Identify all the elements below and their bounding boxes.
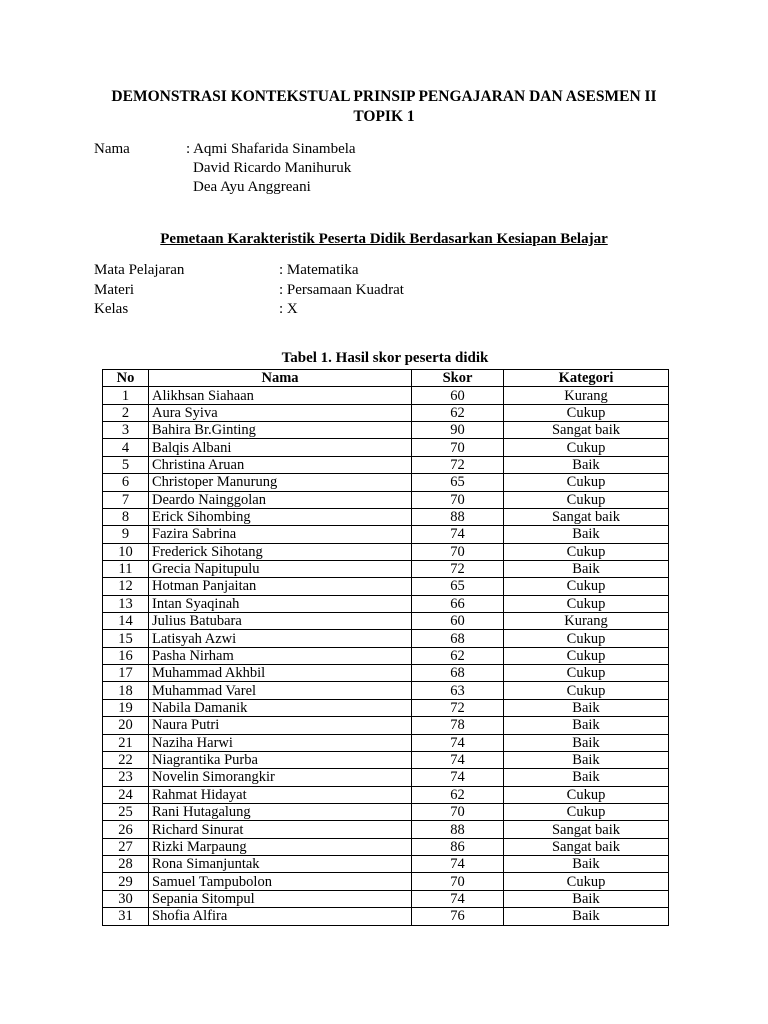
cell-nama: Latisyah Azwi [149,630,412,647]
cell-skor: 78 [412,717,504,734]
cell-skor: 66 [412,595,504,612]
table-row [103,751,669,768]
cell-kategori: Cukup [504,595,669,612]
cell-skor: 70 [412,803,504,820]
table-row [103,838,669,855]
member-name-2: David Ricardo Manihuruk [193,160,352,176]
cell-kategori: Cukup [504,803,669,820]
cell-nama: Shofia Alfira [149,908,412,925]
table-row [103,526,669,543]
header-skor: Skor [412,370,504,387]
cell-skor: 72 [412,456,504,473]
cell-kategori: Kurang [504,387,669,404]
table-row [103,665,669,682]
table-row [103,613,669,630]
cell-kategori: Baik [504,856,669,873]
cell-no: 6 [103,474,149,491]
table-row [103,404,669,421]
cell-skor: 70 [412,491,504,508]
info-value-class: : X [279,301,298,317]
table-row [103,595,669,612]
cell-nama: Christina Aruan [149,456,412,473]
cell-nama: Julius Batubara [149,613,412,630]
table-row [103,491,669,508]
cell-nama: Deardo Nainggolan [149,491,412,508]
cell-no: 3 [103,422,149,439]
cell-kategori: Baik [504,908,669,925]
cell-skor: 68 [412,665,504,682]
members-label: Nama [94,141,130,157]
cell-kategori: Baik [504,526,669,543]
cell-no: 20 [103,717,149,734]
cell-skor: 63 [412,682,504,699]
info-value-subject: : Matematika [279,262,359,278]
table-row [103,821,669,838]
cell-no: 13 [103,595,149,612]
cell-skor: 86 [412,838,504,855]
table-row [103,803,669,820]
cell-skor: 74 [412,890,504,907]
cell-nama: Pasha Nirham [149,647,412,664]
cell-no: 14 [103,613,149,630]
cell-no: 19 [103,699,149,716]
table-row [103,699,669,716]
table-caption: Tabel 1. Hasil skor peserta didik [281,350,489,366]
cell-nama: Nabila Damanik [149,699,412,716]
header-kategori: Kategori [504,370,669,387]
cell-no: 4 [103,439,149,456]
cell-nama: Muhammad Akhbil [149,665,412,682]
table-row [103,439,669,456]
table-row [103,456,669,473]
cell-kategori: Cukup [504,543,669,560]
cell-no: 29 [103,873,149,890]
cell-no: 9 [103,526,149,543]
cell-nama: Rani Hutagalung [149,803,412,820]
cell-skor: 62 [412,404,504,421]
table-row [103,387,669,404]
cell-nama: Balqis Albani [149,439,412,456]
cell-skor: 70 [412,873,504,890]
cell-no: 18 [103,682,149,699]
cell-no: 8 [103,508,149,525]
cell-skor: 68 [412,630,504,647]
cell-kategori: Baik [504,456,669,473]
cell-nama: Rizki Marpaung [149,838,412,855]
cell-skor: 74 [412,751,504,768]
cell-no: 31 [103,908,149,925]
member-name-1: : Aqmi Shafarida Sinambela [186,141,356,157]
table-row [103,682,669,699]
info-label-subject: Mata Pelajaran [94,262,185,278]
cell-nama: Rahmat Hidayat [149,786,412,803]
cell-no: 24 [103,786,149,803]
cell-kategori: Baik [504,751,669,768]
table-row [103,734,669,751]
cell-nama: Novelin Simorangkir [149,769,412,786]
cell-kategori: Cukup [504,491,669,508]
cell-no: 21 [103,734,149,751]
table-row [103,630,669,647]
cell-kategori: Sangat baik [504,821,669,838]
cell-kategori: Cukup [504,647,669,664]
cell-skor: 72 [412,699,504,716]
cell-kategori: Kurang [504,613,669,630]
cell-no: 30 [103,890,149,907]
cell-no: 22 [103,751,149,768]
cell-kategori: Sangat baik [504,422,669,439]
cell-nama: Fazira Sabrina [149,526,412,543]
cell-nama: Sepania Sitompul [149,890,412,907]
title-line-1: DEMONSTRASI KONTEKSTUAL PRINSIP PENGAJARAN DAN ASESMEN II [111,88,657,105]
cell-skor: 60 [412,613,504,630]
cell-nama: Alikhsan Siahaan [149,387,412,404]
cell-nama: Naura Putri [149,717,412,734]
cell-skor: 60 [412,387,504,404]
cell-skor: 62 [412,786,504,803]
table-row [103,786,669,803]
score-table [102,369,669,926]
cell-kategori: Cukup [504,578,669,595]
cell-no: 2 [103,404,149,421]
table-row [103,560,669,577]
cell-nama: Hotman Panjaitan [149,578,412,595]
cell-skor: 76 [412,908,504,925]
info-label-material: Materi [94,282,134,298]
cell-kategori: Cukup [504,630,669,647]
cell-no: 7 [103,491,149,508]
table-row [103,647,669,664]
cell-skor: 70 [412,543,504,560]
cell-skor: 74 [412,734,504,751]
cell-kategori: Cukup [504,439,669,456]
cell-no: 11 [103,560,149,577]
cell-nama: Intan Syaqinah [149,595,412,612]
cell-skor: 65 [412,474,504,491]
cell-kategori: Baik [504,560,669,577]
cell-nama: Naziha Harwi [149,734,412,751]
cell-no: 17 [103,665,149,682]
header-nama: Nama [149,370,412,387]
header-no: No [103,370,149,387]
cell-kategori: Baik [504,699,669,716]
cell-nama: Richard Sinurat [149,821,412,838]
section-title: Pemetaan Karakteristik Peserta Didik Berdasarkan Kesiapan Belajar [160,231,608,247]
table-row [103,769,669,786]
cell-kategori: Baik [504,769,669,786]
table-row [103,474,669,491]
cell-no: 16 [103,647,149,664]
cell-kategori: Cukup [504,474,669,491]
cell-no: 23 [103,769,149,786]
table-row [103,873,669,890]
table-row [103,508,669,525]
cell-kategori: Baik [504,717,669,734]
cell-skor: 90 [412,422,504,439]
cell-no: 25 [103,803,149,820]
table-row [103,890,669,907]
cell-kategori: Sangat baik [504,508,669,525]
cell-kategori: Cukup [504,665,669,682]
info-label-class: Kelas [94,301,129,317]
table-row [103,717,669,734]
table-row [103,422,669,439]
cell-nama: Frederick Sihotang [149,543,412,560]
cell-skor: 74 [412,856,504,873]
info-value-material: : Persamaan Kuadrat [279,282,404,298]
table-row [103,543,669,560]
cell-no: 27 [103,838,149,855]
cell-skor: 62 [412,647,504,664]
document-title [70,87,698,127]
cell-nama: Bahira Br.Ginting [149,422,412,439]
cell-no: 10 [103,543,149,560]
cell-nama: Aura Syiva [149,404,412,421]
cell-nama: Grecia Napitupulu [149,560,412,577]
cell-no: 28 [103,856,149,873]
cell-nama: Erick Sihombing [149,508,412,525]
cell-kategori: Baik [504,734,669,751]
table-header-row [103,370,669,387]
cell-skor: 74 [412,769,504,786]
cell-no: 5 [103,456,149,473]
cell-nama: Christoper Manurung [149,474,412,491]
member-name-3: Dea Ayu Anggreani [193,179,311,195]
table-row [103,856,669,873]
cell-skor: 74 [412,526,504,543]
table-row [103,908,669,925]
cell-kategori: Cukup [504,682,669,699]
cell-kategori: Sangat baik [504,838,669,855]
cell-skor: 70 [412,439,504,456]
cell-no: 12 [103,578,149,595]
cell-no: 26 [103,821,149,838]
cell-kategori: Cukup [504,873,669,890]
cell-skor: 65 [412,578,504,595]
cell-kategori: Baik [504,890,669,907]
cell-kategori: Cukup [504,786,669,803]
cell-kategori: Cukup [504,404,669,421]
cell-nama: Niagrantika Purba [149,751,412,768]
cell-skor: 88 [412,821,504,838]
title-line-2: TOPIK 1 [353,108,415,125]
cell-nama: Muhammad Varel [149,682,412,699]
cell-nama: Samuel Tampubolon [149,873,412,890]
cell-nama: Rona Simanjuntak [149,856,412,873]
table-row [103,578,669,595]
cell-skor: 88 [412,508,504,525]
cell-no: 15 [103,630,149,647]
cell-skor: 72 [412,560,504,577]
cell-no: 1 [103,387,149,404]
